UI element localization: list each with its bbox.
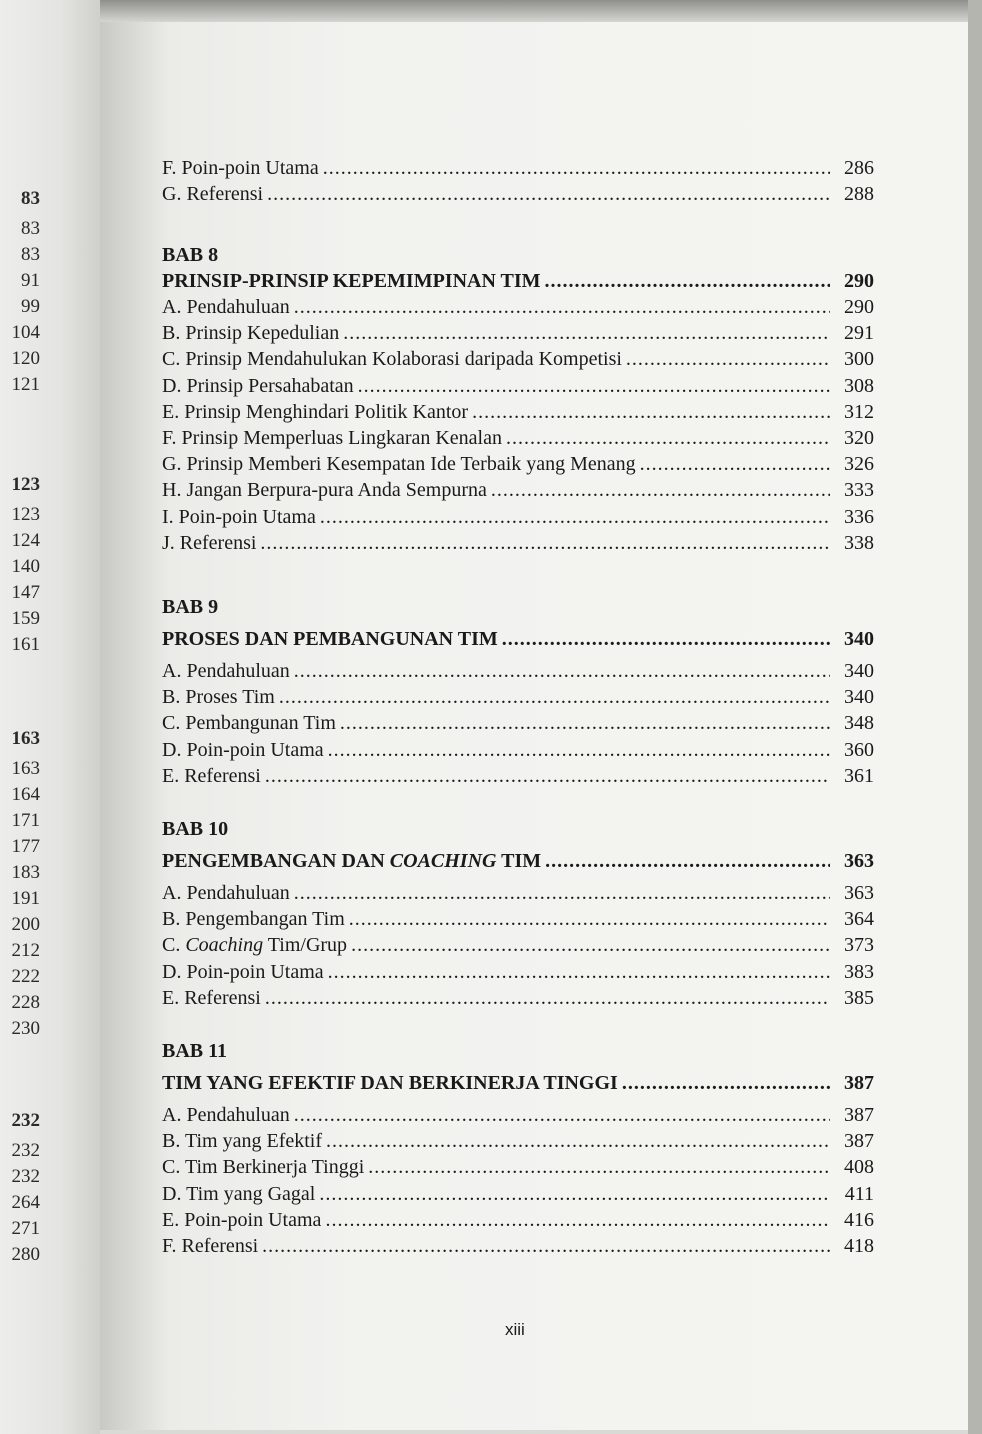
toc-row: C. Coaching Tim/Grup ..... 373: [162, 932, 874, 958]
toc-row: I. Poin-poin Utama ..... 336: [162, 504, 874, 530]
margin-page-number: 83: [21, 218, 40, 239]
margin-page-number: 171: [11, 810, 40, 831]
margin-page-number: 123: [11, 504, 40, 525]
toc-row: C. Tim Berkinerja Tinggi ..... 408: [162, 1154, 874, 1180]
chapter-title: PRINSIP-PRINSIP KEPEMIMPINAN TIM ..... 290: [162, 268, 874, 294]
toc-row: D. Tim yang Gagal ..... 411: [162, 1181, 874, 1207]
toc-row: F. Referensi ..... 418: [162, 1233, 874, 1259]
margin-page-number: 159: [11, 608, 40, 629]
chapter-title: PROSES DAN PEMBANGUNAN TIM ..... 340: [162, 626, 874, 652]
chapter-title: TIM YANG EFEKTIF DAN BERKINERJA TINGGI ..... 387: [162, 1070, 874, 1096]
previous-page-strip: [0, 0, 100, 1434]
margin-page-number: 147: [11, 582, 40, 603]
margin-page-number: 232: [11, 1140, 40, 1161]
margin-page-number: 222: [11, 966, 40, 987]
toc-row: A. Pendahuluan ..... 290: [162, 294, 874, 320]
margin-page-number: 271: [11, 1218, 40, 1239]
margin-page-number: 228: [11, 992, 40, 1013]
margin-page-number: 183: [11, 862, 40, 883]
toc-row: J. Referensi ..... 338: [162, 530, 874, 556]
page-right-edge: [968, 0, 982, 1434]
margin-page-number: 264: [11, 1192, 40, 1213]
margin-page-number: 232: [11, 1166, 40, 1187]
chapter-heading: BAB 8: [162, 244, 219, 266]
toc-row: B. Prinsip Kepedulian ..... 291: [162, 320, 874, 346]
page-number: xiii: [505, 1320, 525, 1339]
margin-page-number: 124: [11, 530, 40, 551]
chapter-heading: BAB 11: [162, 1040, 228, 1062]
margin-page-number: 161: [11, 634, 40, 655]
margin-page-number: 232: [11, 1110, 40, 1131]
toc-row: C. Pembangunan Tim ..... 348: [162, 710, 874, 736]
chapter-heading: BAB 9: [162, 596, 219, 618]
margin-page-number: 104: [11, 322, 40, 343]
margin-page-number: 99: [21, 296, 40, 317]
toc-row: E. Prinsip Menghindari Politik Kantor ..... 312: [162, 399, 874, 425]
margin-page-number: 191: [11, 888, 40, 909]
margin-page-number: 83: [21, 244, 40, 265]
margin-page-number: 123: [11, 474, 40, 495]
toc-row: F. Poin-poin Utama ..... 286: [162, 155, 874, 181]
toc-row: A. Pendahuluan ..... 363: [162, 880, 874, 906]
margin-page-number: 83: [21, 188, 40, 209]
chapter-heading: BAB 10: [162, 818, 229, 840]
toc-row: E. Referensi ..... 361: [162, 763, 874, 789]
margin-page-number: 280: [11, 1244, 40, 1265]
toc-row: H. Jangan Berpura-pura Anda Sempurna ..... 333: [162, 477, 874, 503]
margin-page-number: 121: [11, 374, 40, 395]
margin-page-number: 212: [11, 940, 40, 961]
margin-page-number: 177: [11, 836, 40, 857]
toc-row: G. Prinsip Memberi Kesempatan Ide Terbaik yang Menang ..... 326: [162, 451, 874, 477]
page-top-shadow: [100, 0, 970, 22]
toc-row: B. Tim yang Efektif ..... 387: [162, 1128, 874, 1154]
toc-row: E. Referensi ..... 385: [162, 985, 874, 1011]
toc-row: C. Prinsip Mendahulukan Kolaborasi daripada Kompetisi ..... 300: [162, 346, 874, 372]
margin-page-number: 163: [11, 728, 40, 749]
margin-page-number: 91: [21, 270, 40, 291]
toc-row: D. Poin-poin Utama ..... 360: [162, 737, 874, 763]
toc-row: A. Pendahuluan ..... 387: [162, 1102, 874, 1128]
toc-row: E. Poin-poin Utama ..... 416: [162, 1207, 874, 1233]
toc-row: G. Referensi ..... 288: [162, 181, 874, 207]
margin-page-number: 200: [11, 914, 40, 935]
toc-row: B. Pengembangan Tim ..... 364: [162, 906, 874, 932]
margin-page-number: 140: [11, 556, 40, 577]
chapter-title: PENGEMBANGAN DAN COACHING TIM ..... 363: [162, 848, 874, 874]
margin-page-number: 164: [11, 784, 40, 805]
toc-row: D. Prinsip Persahabatan ..... 308: [162, 373, 874, 399]
toc-row: D. Poin-poin Utama ..... 383: [162, 959, 874, 985]
margin-page-number: 163: [11, 758, 40, 779]
margin-page-number: 230: [11, 1018, 40, 1039]
toc-row: A. Pendahuluan ..... 340: [162, 658, 874, 684]
toc-row: B. Proses Tim ..... 340: [162, 684, 874, 710]
toc-row: F. Prinsip Memperluas Lingkaran Kenalan ..... 320: [162, 425, 874, 451]
margin-page-number: 120: [11, 348, 40, 369]
